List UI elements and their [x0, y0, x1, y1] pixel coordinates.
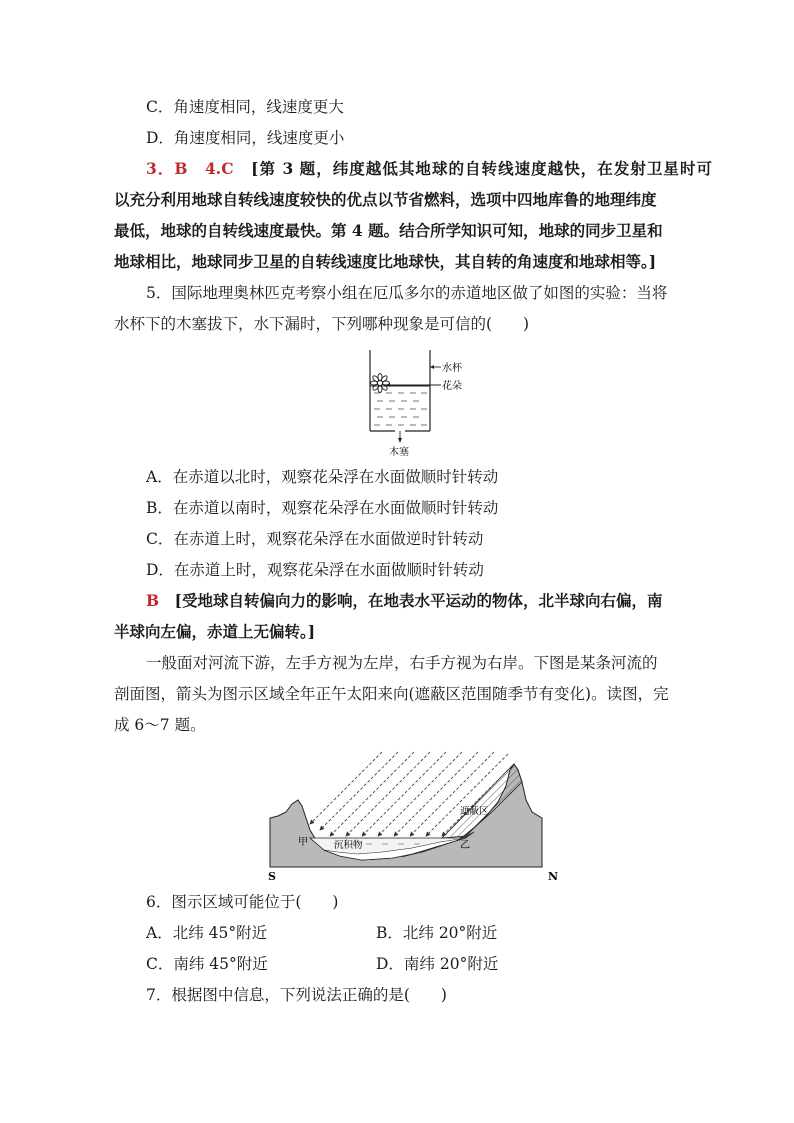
water-dashes: [374, 393, 427, 425]
label-flower: 花朵: [442, 381, 462, 392]
q5-option-b: B．在赤道以南时，观察花朵浮在水面做顺时针转动: [146, 499, 499, 517]
flower-icon: [371, 374, 390, 393]
q2-option-c: C．角速度相同，线速度更大: [146, 98, 344, 116]
intro-line1: 一般面对河流下游，左手方视为左岸，右手方视为右岸。下图是某条河流的: [146, 654, 658, 672]
label-north: N: [548, 870, 559, 883]
question-7: 7．根据图中信息，下列说法正确的是( ): [146, 986, 447, 1004]
question-6: 6．图示区域可能位于( ): [146, 893, 339, 911]
intro-line2: 剖面图，箭头为图示区域全年正午太阳来向(遮蔽区范围随季节有变化)。读图，完: [114, 685, 669, 703]
river-profile-figure: [262, 742, 562, 884]
answer-5-line2: 半球向左偏，赤道上无偏转。]: [114, 622, 316, 641]
label-south: S: [268, 870, 276, 883]
answer-3-4-line2: 以充分利用地球自转线速度较快的优点以节省燃料，选项中四地库鲁的地理纬度: [114, 190, 657, 209]
answer-5-line1: B [受地球自转偏向力的影响，在地表水平运动的物体，北半球向右偏，南: [146, 591, 663, 610]
water-cup-figure: [355, 345, 485, 460]
q6-options-row1: A．北纬 45°附近 B．北纬 20°附近: [146, 924, 498, 942]
q5-option-d: D．在赤道上时，观察花朵浮在水面做顺时针转动: [146, 561, 484, 579]
q6-options-row2: C．南纬 45°附近 D．南纬 20°附近: [146, 955, 499, 973]
answer-3-4-line1: 3．B 4.C [第 3 题，纬度越低其地球的自转线速度越快，在发射卫星时可: [146, 159, 712, 178]
label-shade-area: 遮蔽区: [460, 806, 489, 817]
q2-option-d: D．角速度相同，线速度更小: [146, 129, 345, 147]
label-plug: 木塞: [389, 447, 409, 458]
label-cup: 水杯: [442, 363, 462, 374]
label-sediment: 沉积物: [334, 840, 363, 851]
question-5-line1: 5．国际地理奥林匹克考察小组在厄瓜多尔的赤道地区做了如图的实验：当将: [146, 284, 668, 302]
answer-3-4-line4: 地球相比，地球同步卫星的自转线速度比地球快，其自转的角速度和地球相等。]: [114, 252, 657, 271]
answer-3-4-line3: 最低，地球的自转线速度最快。第 4 题。结合所学知识可知，地球的同步卫星和: [114, 221, 663, 240]
q5-option-c: C．在赤道上时，观察花朵浮在水面做逆时针转动: [146, 530, 484, 548]
intro-line3: 成 6～7 题。: [114, 716, 206, 734]
question-5-line2: 水杯下的木塞拔下，水下漏时，下列哪种现象是可信的( ): [114, 315, 530, 333]
q5-option-a: A．在赤道以北时，观察花朵浮在水面做顺时针转动: [146, 468, 499, 486]
label-yi: 乙: [460, 840, 470, 851]
label-jia: 甲: [298, 837, 308, 848]
